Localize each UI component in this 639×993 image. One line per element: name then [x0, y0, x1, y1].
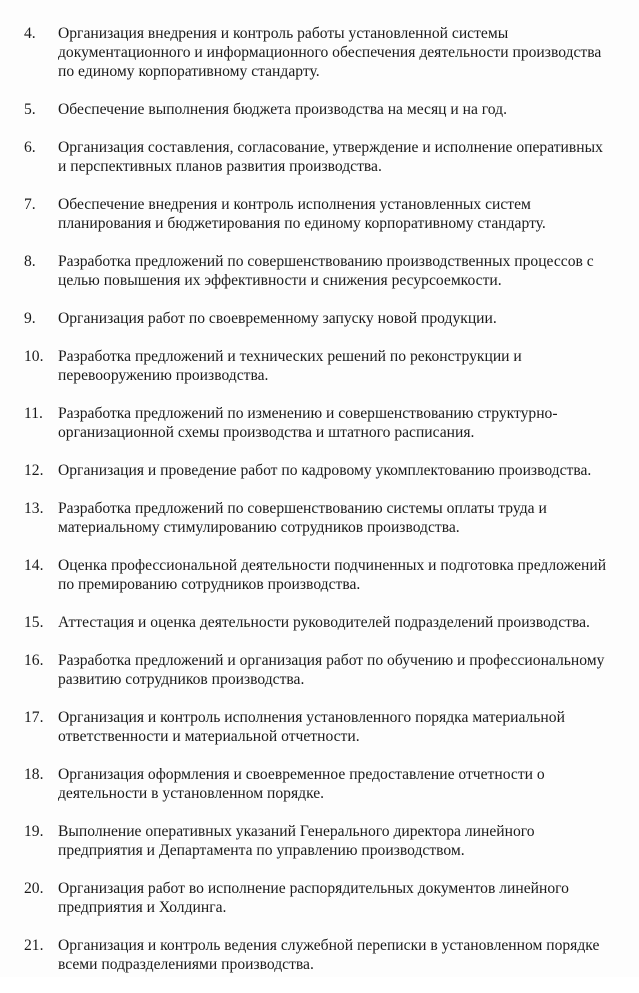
- list-item-number: 17.: [24, 709, 44, 726]
- list-item-line: перевооружению производства.: [58, 367, 269, 384]
- list-item-text: [58, 556, 616, 594]
- list-item-line: предприятия и Холдинга.: [58, 899, 227, 916]
- list-item: [24, 252, 616, 290]
- list-item-number: 7.: [24, 196, 36, 213]
- list-item-line: организационной схемы производства и штатного расписания.: [58, 424, 475, 441]
- list-item: [24, 499, 616, 537]
- list-item-text: [58, 138, 616, 176]
- list-item-line: Организация оформления и своевременное предоставление отчетности о: [58, 766, 545, 783]
- list-item-line: Оценка профессиональной деятельности подчиненных и подготовка предложений: [58, 557, 607, 574]
- list-item-number: 16.: [24, 652, 44, 669]
- list-item: [24, 195, 616, 233]
- list-item-number: 21.: [24, 937, 44, 954]
- list-item: [24, 461, 616, 480]
- list-item-line: целью повышения их эффективности и снижения ресурсоемкости.: [58, 272, 502, 289]
- list-item: [24, 708, 616, 746]
- list-item-number: 5.: [24, 101, 36, 118]
- list-item-line: документационного и информационного обеспечения деятельности производства: [58, 44, 602, 61]
- list-item-line: по премированию сотрудников производства.: [58, 576, 361, 593]
- list-item-line: Обеспечение выполнения бюджета производства на месяц и на год.: [58, 101, 507, 118]
- list-item: [24, 556, 616, 594]
- list-item-text: [58, 613, 616, 632]
- list-item-number: 9.: [24, 310, 36, 327]
- list-item-text: [58, 708, 616, 746]
- list-item: [24, 613, 616, 632]
- list-item-line: Разработка предложений по изменению и совершенствованию структурно-: [58, 405, 558, 422]
- list-item-number: 20.: [24, 880, 44, 897]
- list-item-number: 11.: [24, 405, 43, 422]
- list-item-line: всеми подразделениями производства.: [58, 956, 314, 973]
- list-item-text: [58, 765, 616, 803]
- list-item-text: [58, 100, 616, 119]
- list-item-text: [58, 309, 616, 328]
- list-item-text: [58, 195, 616, 233]
- list-item-line: деятельности в установленном порядке.: [58, 785, 325, 802]
- list-item: [24, 138, 616, 176]
- list-item-line: Организация составления, согласование, утверждение и исполнение оперативных: [58, 139, 603, 156]
- list-item-text: [58, 936, 616, 974]
- list-item-line: Организация и проведение работ по кадровому укомплектованию производства.: [58, 462, 592, 479]
- list-item: [24, 879, 616, 917]
- list-item-line: Разработка предложений по совершенствованию производственных процессов с: [58, 253, 594, 270]
- list-item-line: Обеспечение внедрения и контроль исполнения установленных систем: [58, 196, 531, 213]
- list-item-line: Организация работ во исполнение распорядительных документов линейного: [58, 880, 569, 897]
- list-item-number: 14.: [24, 557, 44, 574]
- list-item-number: 15.: [24, 614, 44, 631]
- list-item-text: [58, 252, 616, 290]
- list-item-line: по единому корпоративному стандарту.: [58, 63, 320, 80]
- list-item-line: материальному стимулированию сотрудников производства.: [58, 519, 460, 536]
- list-item-line: развитию сотрудников производства.: [58, 671, 305, 688]
- list-item: [24, 936, 616, 974]
- list-item-line: Разработка предложений и организация работ по обучению и профессиональному: [58, 652, 605, 669]
- list-item-text: [58, 404, 616, 442]
- list-item: [24, 404, 616, 442]
- list-item-text: [58, 499, 616, 537]
- list-item: [24, 309, 616, 328]
- list-item-text: [58, 347, 616, 385]
- list-item-number: 18.: [24, 766, 44, 783]
- list-item-line: Разработка предложений и технических решений по реконструкции и: [58, 348, 522, 365]
- numbered-list: [24, 24, 616, 993]
- list-item-number: 12.: [24, 462, 44, 479]
- list-item: [24, 651, 616, 689]
- list-item: [24, 24, 616, 81]
- list-item-line: и перспективных планов развития производства.: [58, 158, 382, 175]
- list-item-line: Организация и контроль ведения служебной переписки в установленном порядке: [58, 937, 600, 954]
- list-item-text: [58, 879, 616, 917]
- list-item-line: Организация внедрения и контроль работы установленной системы: [58, 25, 509, 42]
- list-item-line: Организация и контроль исполнения установленного порядка материальной: [58, 709, 565, 726]
- list-item-line: планирования и бюджетирования по единому корпоративному стандарту.: [58, 215, 546, 232]
- list-item: [24, 100, 616, 119]
- list-item-number: 10.: [24, 348, 44, 365]
- list-item-number: 8.: [24, 253, 36, 270]
- list-item-text: [58, 822, 616, 860]
- list-item-line: предприятия и Департамента по управлению производством.: [58, 842, 465, 859]
- list-item-text: [58, 461, 616, 480]
- list-item-line: Выполнение оперативных указаний Генерального директора линейного: [58, 823, 535, 840]
- list-item-line: Разработка предложений по совершенствованию системы оплаты труда и: [58, 500, 547, 517]
- list-item-number: 4.: [24, 25, 36, 42]
- list-item: [24, 765, 616, 803]
- list-item-number: 13.: [24, 500, 44, 517]
- list-item-text: [58, 651, 616, 689]
- list-item-line: Организация работ по своевременному запуску новой продукции.: [58, 310, 497, 327]
- list-item-number: 19.: [24, 823, 44, 840]
- list-item-line: Аттестация и оценка деятельности руководителей подразделений производства.: [58, 614, 590, 631]
- list-item: [24, 822, 616, 860]
- list-item: [24, 347, 616, 385]
- list-item-line: ответственности и материальной отчетности.: [58, 728, 360, 745]
- list-item-text: [58, 24, 616, 81]
- list-item-number: 6.: [24, 139, 36, 156]
